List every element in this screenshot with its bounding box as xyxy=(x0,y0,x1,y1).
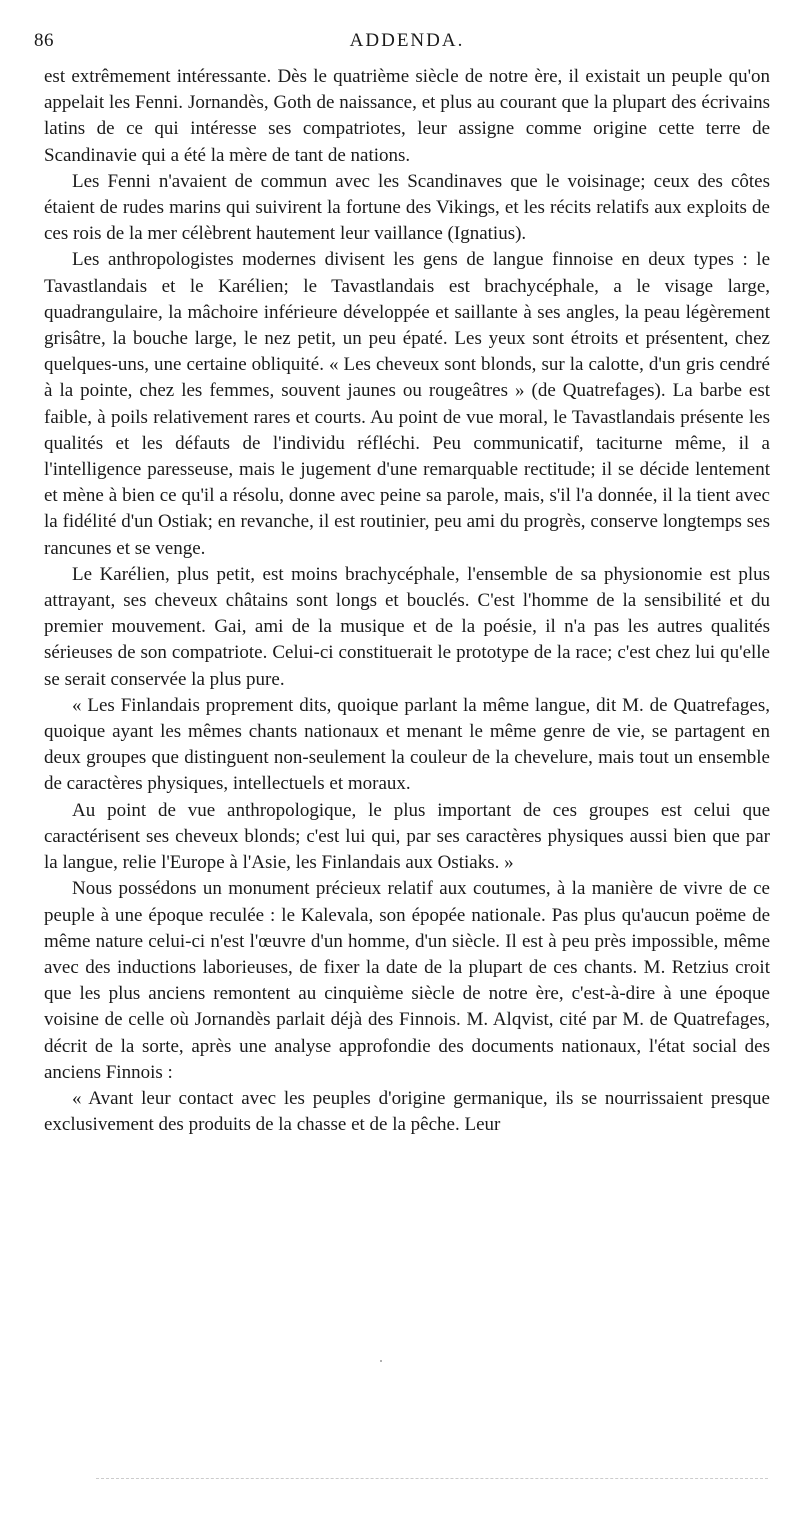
paragraph-tavastlandais: Les anthropologistes modernes divisent les gens de langue finnoise en deux types : le Tavastlandais et le Karélien; le Tavastlandais est brachycéphale, a le visage large, quadrangulaire, la mâchoire inférieure développée et saillante à ses angles, la peau légèrement grisâtre, la bouche large, le nez petit, un peu épaté. Les yeux sont étroits et présentent, chez quelques-uns, une certaine obliquité. « Les cheveux sont blonds, sur la calotte, d'un gris cendré à la pointe, chez les femmes, souvent jaunes ou rougeâtres » (de Quatrefages). La barbe est faible, à poils relativement rares et courts. Au point de vue moral, le Tavastlandais présente les qualités et les défauts de l'individu réfléchi. Peu communicatif, taciturne même, il a l'intelligence paresseuse, mais le jugement d'une remarquable rectitude; il se décide lentement et mène à bien ce qu'il a résolu, donne avec peine sa parole, mais, s'il l'a donnée, il la tient avec la fidélité d'un Ostiak; en revanche, il est routinier, peu ami du progrès, conserve longtemps ses rancunes et se venge. xyxy=(44,249,770,559)
paragraph-kalevala: Nous possédons un monument précieux relatif aux coutumes, à la manière de vivre de ce peuple à une époque reculée : le Kalevala, son épopée nationale. Pas plus qu'aucun poëme de même nature celui-ci n'est l'œuvre d'un homme, d'un siècle. Il est à peu près impossible, même avec des inductions laborieuses, de fixer la date de la plupart de ces chants. M. Retzius croit que les plus anciens remontent au cinquième siècle de notre ère, c'est-à-dire à une époque voisine de celle où Jornandès parlait déjà des Finnois. M. Alqvist, cité par M. de Quatrefages, décrit de la sorte, après une analyse approfondie des documents nationaux, l'état social des anciens Finnois : xyxy=(44,878,770,1083)
paragraph-quatrefages-quote: « Les Finlandais proprement dits, quoique parlant la même langue, dit M. de Quatrefages, quoique ayant les mêmes chants nationaux et menant le même genre de vie, se partagent en deux groupes que distinguent non-seulement la couleur de la chevelure, mais tout un ensemble de caractères physiques, intellectuels et moraux. xyxy=(44,694,770,795)
paragraph-alqvist-quote: « Avant leur contact avec les peuples d'origine germanique, ils se nourrissaient presque exclusivement des produits de la chasse et de la pêche. Leur xyxy=(44,1087,770,1136)
bleed-through-rule xyxy=(96,1478,768,1479)
body-text xyxy=(44,64,770,1138)
running-head xyxy=(34,30,770,56)
paragraph-anthropological-view: Au point de vue anthropologique, le plus important de ces groupes est celui que caractérisent ses cheveux blonds; c'est lui qui, par ses caractères physiques aussi bien que par la langue, relie l'Europe à l'Asie, les Finlandais aux Ostiaks. » xyxy=(44,799,770,874)
paragraph-fenni-origin: est extrêmement intéressante. Dès le quatrième siècle de notre ère, il existait un peuple qu'on appelait les Fenni. Jornandès, Goth de naissance, et plus au courant que la plupart des écrivains latins de ce qui intéresse ses compatriotes, leur assigne comme origine cette terre de Scandinavie qui a été la mère de tant de nations. xyxy=(44,66,770,166)
page-number: 86 xyxy=(34,30,54,51)
paragraph-karelien: Le Karélien, plus petit, est moins brachycéphale, l'ensemble de sa physionomie est plus attrayant, ses cheveux châtains sont longs et bouclés. C'est l'homme de la sensibilité et du premier mouvement. Gai, ami de la musique et de la poésie, il n'a pas les autres qualités sérieuses de son compatriote. Celui-ci constituerait le prototype de la race; c'est chez lui qu'elle se serait conservée la plus pure. xyxy=(44,563,770,690)
print-speck xyxy=(380,1360,382,1362)
paragraph-fenni-vikings: Les Fenni n'avaient de commun avec les Scandinaves que le voisinage; ceux des côtes étaient de rudes marins qui suivirent la fortune des Vikings, et les récits relatifs aux exploits de ces rois de la mer célèbrent hautement leur vaillance (Ignatius). xyxy=(44,170,770,245)
header-title: ADDENDA. xyxy=(349,30,465,51)
book-page xyxy=(34,30,770,1138)
